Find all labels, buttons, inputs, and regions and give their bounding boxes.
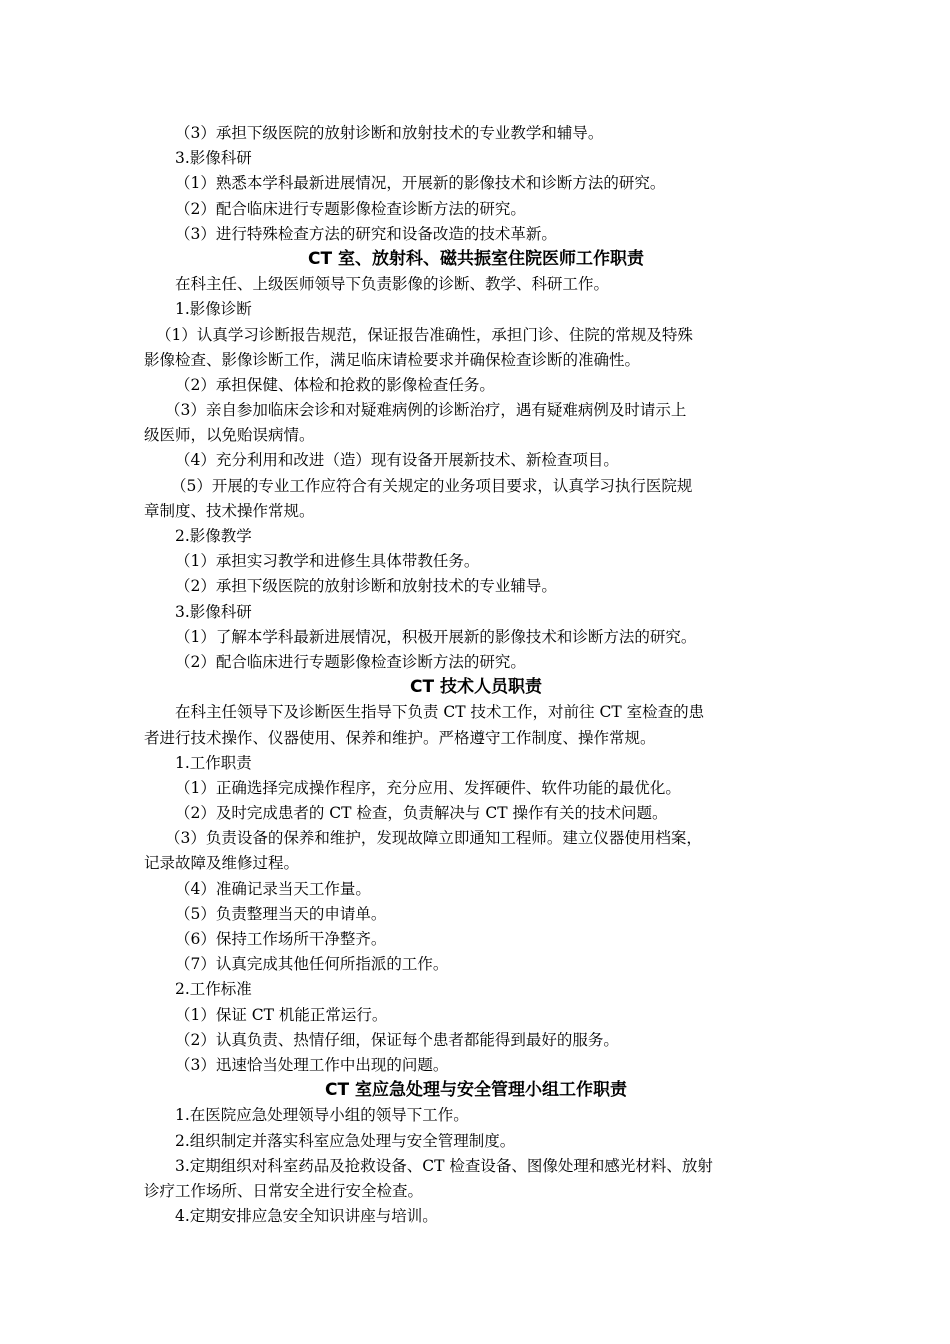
text-line: （1）承担实习教学和进修生具体带教任务。 [175, 552, 480, 571]
text-line: （1）正确选择完成操作程序，充分应用、发挥硬件、软件功能的最优化。 [175, 778, 681, 797]
text-line: 者进行技术操作、仪器使用、保养和维护。严格遵守工作制度、操作常规。 [144, 728, 656, 747]
text-line: （7）认真完成其他任何所指派的工作。 [175, 955, 449, 974]
text-line: 2.组织制定并落实科室应急处理与安全管理制度。 [175, 1131, 516, 1150]
section-resident-duties [144, 247, 808, 675]
text-line: 2.工作标准 [175, 980, 252, 999]
text-line: （4）准确记录当天工作量。 [175, 879, 371, 898]
text-line: （3）负责设备的保养和维护，发现故障立即通知工程师。建立仪器使用档案， [165, 829, 702, 848]
text-line: 诊疗工作场所、日常安全进行安全检查。 [144, 1181, 424, 1200]
text-line: （3）亲自参加临床会诊和对疑难病例的诊断治疗，遇有疑难病例及时请示上 [165, 401, 687, 420]
text-line: （1）熟悉本学科最新进展情况，开展新的影像技术和诊断方法的研究。 [175, 174, 666, 193]
text-line: 在科主任领导下及诊断医生指导下负责 CT 技术工作，对前往 CT 室检查的患 [175, 703, 705, 722]
text-line: （1）认真学习诊断报告规范，保证报告准确性，承担门诊、住院的常规及特殊 [156, 325, 693, 344]
text-line: 3.影像科研 [175, 149, 252, 168]
text-line: （4）充分利用和改进（造）现有设备开展新技术、新检查项目。 [175, 451, 619, 470]
section-title: CT 技术人员职责 [410, 677, 542, 698]
text-line: （2）及时完成患者的 CT 检查，负责解决与 CT 操作有关的技术问题。 [175, 804, 668, 823]
text-line: （2）配合临床进行专题影像检查诊断方法的研究。 [175, 199, 526, 218]
text-line: 3.影像科研 [175, 602, 252, 621]
text-line: 4.定期安排应急安全知识讲座与培训。 [175, 1207, 438, 1226]
text-line: 记录故障及维修过程。 [144, 854, 300, 873]
text-line: 1.在医院应急处理领导小组的领导下工作。 [175, 1106, 469, 1125]
text-line: （5）开展的专业工作应符合有关规定的业务项目要求，认真学习执行医院规 [171, 476, 693, 495]
text-line: （3）迅速恰当处理工作中出现的问题。 [175, 1055, 449, 1074]
text-line: 2.影像教学 [175, 527, 252, 545]
text-line: （6）保持工作场所干净整齐。 [175, 930, 387, 948]
text-line: （2）承担下级医院的放射诊断和放射技术的专业辅导。 [175, 577, 557, 596]
text-line: （3）进行特殊检查方法的研究和设备改造的技术革新。 [175, 224, 557, 243]
text-line: 章制度、技术操作常规。 [144, 501, 315, 520]
text-line: （2）认真负责、热情仔细，保证每个患者都能得到最好的服务。 [175, 1030, 619, 1049]
text-line: 1.影像诊断 [175, 300, 252, 319]
section-ct-technician-duties [144, 675, 808, 1078]
text-line: （5）负责整理当天的申请单。 [175, 904, 387, 923]
document-body [144, 121, 808, 1229]
text-line: （1）保证 CT 机能正常运行。 [175, 1005, 388, 1024]
section-title: CT 室应急处理与安全管理小组工作职责 [325, 1080, 627, 1101]
text-line: 级医师，以免贻误病情。 [144, 426, 315, 445]
intro-block [144, 121, 808, 247]
text-line: 影像检查、影像诊断工作，满足临床请检要求并确保检查诊断的准确性。 [144, 350, 641, 369]
text-line: （2）配合临床进行专题影像检查诊断方法的研究。 [175, 652, 526, 671]
section-emergency-safety-duties [144, 1078, 808, 1229]
text-line: 1.工作职责 [175, 753, 252, 772]
text-line: 在科主任、上级医师领导下负责影像的诊断、教学、科研工作。 [175, 275, 610, 294]
text-line: （1）了解本学科最新进展情况，积极开展新的影像技术和诊断方法的研究。 [175, 627, 697, 646]
text-line: 3.定期组织对科室药品及抢救设备、CT 检查设备、图像处理和感光材料、放射 [175, 1156, 713, 1175]
section-title: CT 室、放射科、磁共振室住院医师工作职责 [308, 248, 644, 269]
text-line: （2）承担保健、体检和抢救的影像检查任务。 [175, 375, 495, 394]
text-line: （3）承担下级医院的放射诊断和放射技术的专业教学和辅导。 [175, 124, 604, 142]
